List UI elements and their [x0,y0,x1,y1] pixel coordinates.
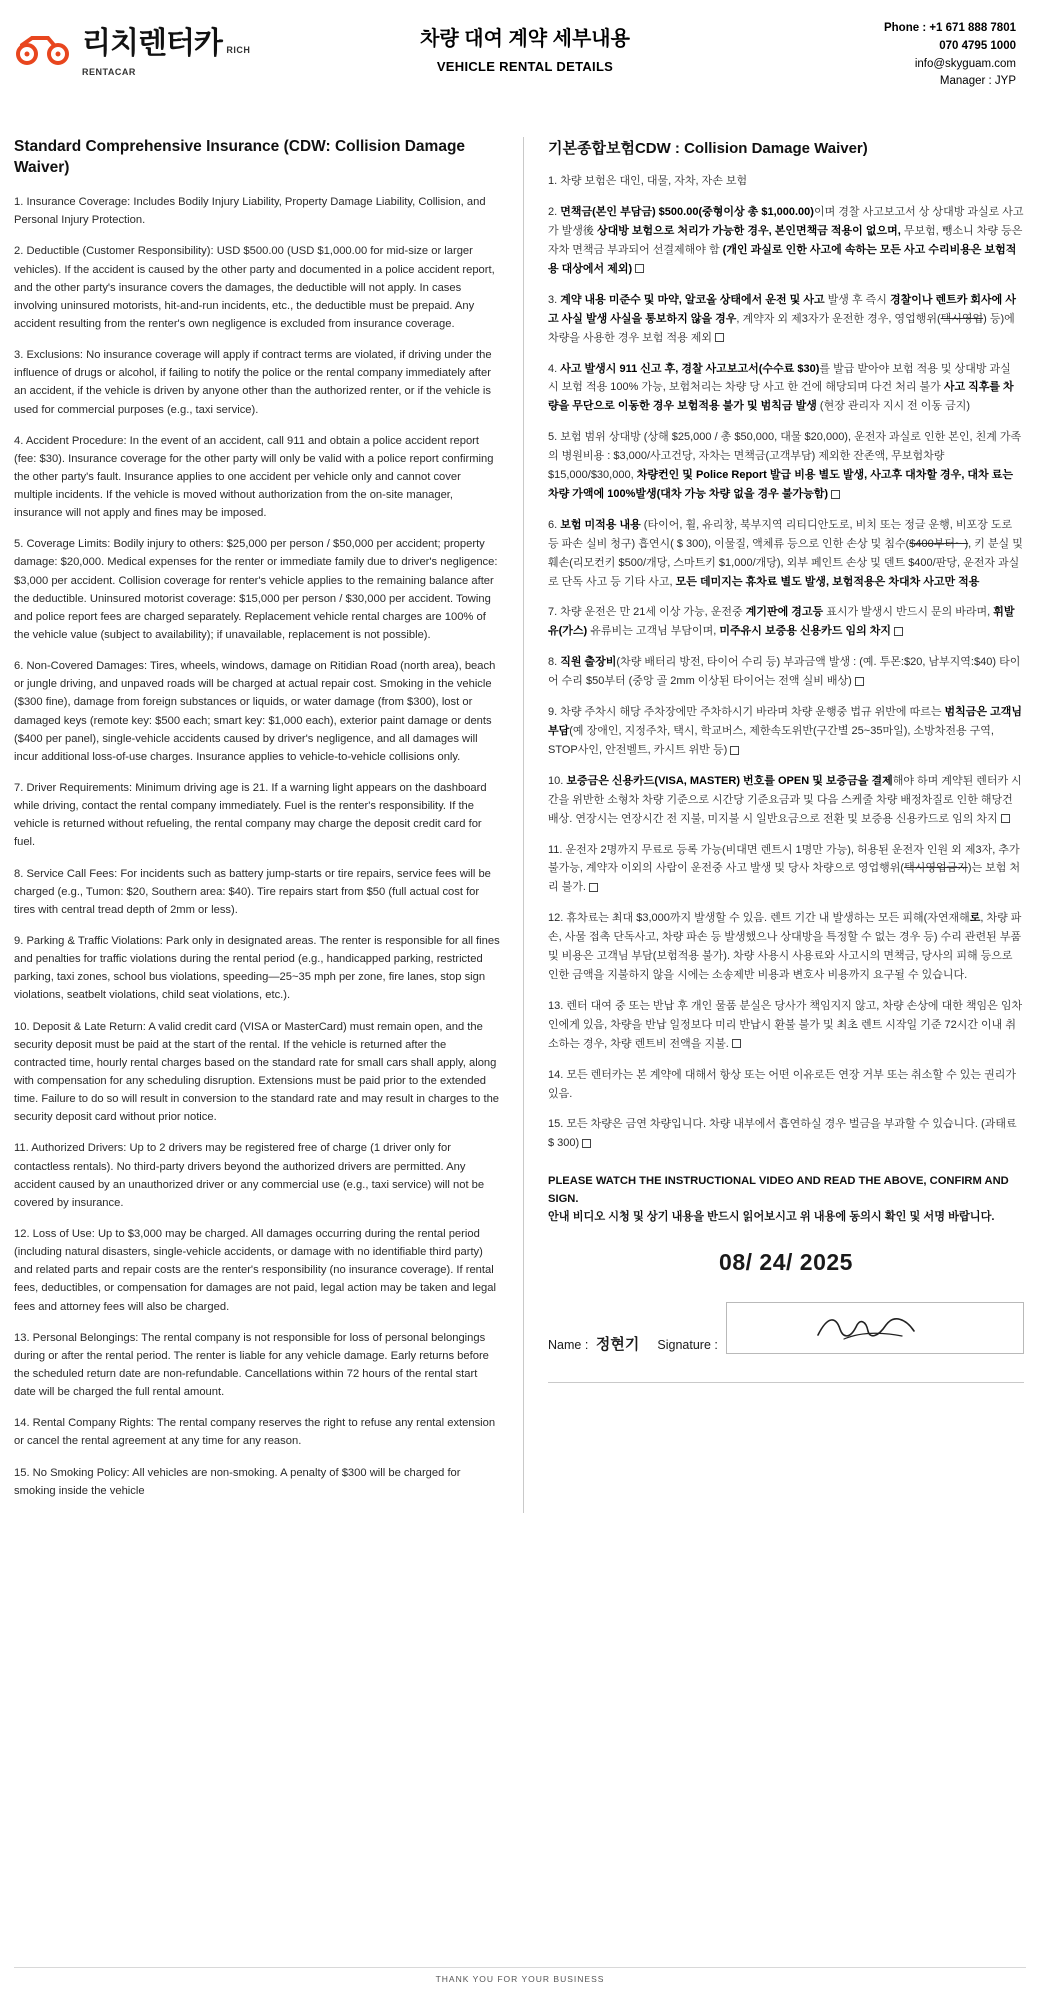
korean-terms-list [548,172,1024,1153]
signature-label: Signature : [657,1337,718,1352]
korean-term-item: 7. 차량 운전은 만 21세 이상 가능, 운전중 계기판에 경고등 표시가 발생시 반드시 문의 바라며, 휘발유(가스) 유류비는 고객님 부담이며, 미주유시 보증용 신용카드 임의 차지 [548,606,1015,638]
korean-term-item: 15. 모든 차량은 금연 차량입니다. 차량 내부에서 흡연하실 경우 벌금을 부과할 수 있습니다. (과태료 $ 300) [548,1118,1017,1150]
term-checkbox[interactable] [1001,814,1010,823]
term-checkbox[interactable] [732,1039,741,1048]
english-term-item: 7. Driver Requirements: Minimum driving age is 21. If a warning light appears on the dashboard while driving, contact the rental company immediately. Fuel is the renter's responsibility. If the vehicle is returned without refueling, the rental company may charge the deposit credit card for fuel. [14,782,487,849]
english-terms-column [14,137,524,1513]
term-checkbox[interactable] [715,333,724,342]
english-terms-list [14,193,501,1500]
korean-term-item: 9. 차량 주차시 해당 주차장에만 주차하시기 바라며 차량 운행중 법규 위반에 따르는 범칙금은 고객님 부담(예 장애인, 지정주차, 택시, 학교버스, 제한속도위반(구간별 25~35마일), 소방차전용 구역, STOP사인, 안전벨트, 카시트 위반 등) [548,706,1022,756]
english-term-item: 3. Exclusions: No insurance coverage will apply if contract terms are violated, if driving under the influence of drugs or alcohol, if failing to notify the police or the rental company immediately after an accident, if the vehicle is driven by anyone other than the authorized renter, or if the vehicle is used for commercial purposes (e.g., taxi service). [14,349,492,416]
korean-term-item: 4. 사고 발생시 911 신고 후, 경찰 사고보고서(수수료 $30)를 발급 받아야 보험 적용 및 상대방 과실 시 보험 적용 100% 가능, 보험처리는 차량 당 사고 한 건에 해당되며 다건 처리 불가 사고 직후를 차량을 무단으로 이동한 경우 보험적용 불가 및 범칙금 발생 (현장 관리자 지시 전 이동 금지) [548,362,1014,413]
term-checkbox[interactable] [582,1139,591,1148]
english-term-item: 13. Personal Belongings: The rental company is not responsible for loss of personal belongings during or after the rental period. The renter is liable for any vehicle damage. Early returns before the scheduled return date are non-refundable. Cancellations within 72 hours of the rental start date will be charged the full rental amount. [14,1331,489,1399]
term-checkbox[interactable] [589,883,598,892]
name-label: Name : [548,1337,589,1352]
page-title-korean: 차량 대여 계약 세부내용 [420,28,630,50]
english-term-item: 10. Deposit & Late Return: A valid credit card (VISA or MasterCard) must remain open, and the security deposit must be paid at the start of the rental. If the vehicle is returned after the contracted time, hourly rental charges based on the standard rate for small cars shall apply, along with compensation for any scheduling disruption. Extensions must be paid prior to the extended time. Failure to do so will result in conversion to the standard rate and may result in charges to the security deposit card without prior notice. [14,1020,500,1124]
korean-term-item: 3. 계약 내용 미준수 및 마약, 알코올 상태에서 운전 및 사고 발생 후 즉시 경찰이나 렌트카 회사에 사고 사실 발생 사실을 통보하지 않을 경우, 계약자 외 제3자가 운전한 경우, 영업행위(택시영업) 등)에 차량을 사용한 경우 보험 적용 제외 [548,293,1016,344]
logo-text-korean: 리치렌터카 [82,27,222,60]
korean-term-item: 1. 차량 보험은 대인, 대물, 자차, 자손 보험 [548,175,748,188]
contact-block [766,18,1016,91]
korean-term-item: 8. 직원 출장비(차량 배터리 방전, 타이어 수리 등) 부과금액 발생 : (예. 투몬:$20, 남부지역:$40) 타이어 수리 $50부터 (중앙 골 2mm 이상된 타이어는 전액 실비 배상) [548,656,1021,688]
korean-terms-column [524,137,1024,1513]
signature-divider [548,1382,1024,1383]
notice-english: PLEASE WATCH THE INSTRUCTIONAL VIDEO AND READ THE ABOVE, CONFIRM AND SIGN. [548,1175,1009,1206]
signature-field[interactable] [726,1302,1024,1354]
document-header [0,0,1040,91]
handwritten-signature-icon [810,1309,930,1349]
signature-block [657,1302,1024,1354]
english-term-item: 12. Loss of Use: Up to $3,000 may be charged. All damages occurring during the rental period (including natural disasters, single-vehicle accidents, or damage with no identifiable third party) and related parts and repair costs are the renter's responsibility (no insurance coverage). If rental fees, deductibles, or compensation for damages are not paid, legal action may be taken and legal fees and attorney fees will also be charged. [14,1227,496,1313]
term-checkbox[interactable] [635,264,644,273]
english-term-item: 9. Parking & Traffic Violations: Park only in designated areas. The renter is responsible for all fines and penalties for traffic violations during the rental period (e.g., handicapped parking, restricted parking, taxi zones, school bus violations, speeding—25~35 mph per zone, fire lanes, stop sign violations, seatbelt violations, child seat violations, etc.). [14,935,500,1002]
english-term-item: 6. Non-Covered Damages: Tires, wheels, windows, damage on Ritidian Road (north area), beach or jungle driving, and unpaved roads will be charged at actual repair cost. Smoking in the vehicle ($300 fine), damage from foreign substances or liquids, or water damage (from $300), lost or damaged keys (remote key: $500 each; smart key: $1,000 each), exterior paint damage or dents ($400 per panel), single-vehicle accidents caused by driver's negligence, and all damages will incur additional loss-of-use charges. Insurance applies to vehicle-to-vehicle collisions only. [14,660,496,763]
english-term-item: 8. Service Call Fees: For incidents such as battery jump-starts or tire repairs, service fees will be charged (e.g., Tumon: $20, Southern area: $40). Tire repairs start from $50 (full actual cost for tires with central tread depth of 2mm or less). [14,867,491,916]
english-term-item: 4. Accident Procedure: In the event of an accident, call 911 and obtain a police accident report (fee: $30). Insurance coverage for the other party will only be valid with a police report confirming the other party's fault. Insurance applies to one accident per vehicle only and cannot cover multiple incidents. If the vehicle is moved without authorization from the on-site manager, insurance will not apply and fines may be imposed. [14,434,494,520]
signature-row [548,1302,1024,1364]
korean-term-item: 2. 면책금(본인 부담금) $500.00(중형이상 총 $1,000.00)이며 경찰 사고보고서 상 상대방 과실로 사고가 발생後 상대방 보험으로 처리가 가능한 경우, 본인면책금 적용이 없으며, 무보험, 뺑소니 차량 등은 자차 면책금 부과되어 선결제해야 함 (개인 과실로 인한 사고에 속하는 모든 사고 수리비용은 보험적용 대상에서 제외) [548,206,1024,275]
term-checkbox[interactable] [730,746,739,755]
contact-email: info@skyguam.com [914,57,1016,70]
korean-term-item: 10. 보증금은 신용카드(VISA, MASTER) 번호를 OPEN 및 보증금을 결제해야 하며 계약된 렌터카 시간을 위반한 소형차 차량 기준으로 시간당 기준요금과 및 다음 스케줄 차량 배정차질로 인한 해당건 배상. 연장시는 연장시간 전 지불, 미지불 시 일반요금으로 전환 및 보증용 신용카드로 임의 차지 [548,774,1022,825]
korean-term-item: 12. 휴차료는 최대 $3,000까지 발생할 수 있음. 렌트 기간 내 발생하는 모든 피해(자연재해로, 차량 파손, 사물 접촉 단독사고, 차량 파손 등 발생했으나 상대방을 특정할 수 없는 경우 등) 수리 관련된 부품 및 비용은 고객님 부담(보험적용 불가). 차량 사용시 사용료와 사고시의 면책금, 당사의 피해 등으로 인한 금액을 지불하지 않을 시에는 소송제반 비용과 변호사 비용까지 요구될 수 있습니다. [548,912,1022,981]
company-logo [14,18,284,80]
korean-term-item: 13. 렌터 대여 중 또는 반납 후 개인 물품 분실은 당사가 책임지지 않고, 차량 손상에 대한 책임은 임차인에게 있음, 차량을 반납 일정보다 미리 반납시 환불 불가 및 최초 렌트 시작일 기준 72시간 이내 취소하는 경우, 차량 렌트비 전액을 지불. [548,999,1023,1050]
english-term-item: 1. Insurance Coverage: Includes Bodily Injury Liability, Property Damage Liability, Collision, and Personal Injury Protection. [14,196,486,227]
korean-term-item: 11. 운전자 2명까지 무료로 등록 가능(비대면 렌트시 1명만 가능), 허용된 운전자 인원 외 제3자, 추가 불가능, 계약자 이외의 사람이 운전중 사고 발생 및 당사 차량으로 영업행위(택시영업금지)는 보험 처리 불가. [548,843,1021,894]
korean-section-title: 기본종합보험CDW : Collision Damage Waiver) [548,140,868,158]
page-title-english: VEHICLE RENTAL DETAILS [436,59,614,74]
english-term-item: 11. Authorized Drivers: Up to 2 drivers may be registered free of charge (1 driver only for contactless rentals). No third-party drivers beyond the authorized drivers are permitted. Any accident caused by an unauthorized driver or any commercial use (e.g., taxi service) will not be covered by insurance. [14,1142,485,1209]
notice-korean: 안내 비디오 시청 및 상기 내용을 반드시 읽어보시고 위 내용에 동의시 확인 및 서명 바랍니다. [548,1211,995,1224]
english-term-item: 14. Rental Company Rights: The rental company reserves the right to refuse any rental extension or cancel the rental agreement at any time for any reason. [14,1417,496,1448]
english-section-title: Standard Comprehensive Insurance (CDW: Collision Damage Waiver) [14,138,466,177]
english-term-item: 15. No Smoking Policy: All vehicles are non-smoking. A penalty of $300 will be charged for smoking inside the vehicle [14,1466,461,1497]
name-value: 정현기 [595,1335,640,1353]
signature-notice [548,1173,1024,1227]
term-checkbox[interactable] [831,490,840,499]
page-footer: THANK YOU FOR YOUR BUSINESS [14,1967,1026,1984]
term-checkbox[interactable] [894,627,903,636]
contact-phone-2: 070 4795 1000 [939,39,1016,52]
english-term-item: 2. Deductible (Customer Responsibility): USD $500.00 (USD $1,000.00 for mid-size or larger vehicles). If the accident is caused by the other party and documented in a police accident report, and the other party's insurance covers the damages, the deductible will not apply. In cases involving uninsured motorists, hit-and-run incidents, etc., the deductible must be prepaid. Any accident resulting from the renter's own negligence is excluded from insurance coverage. [14,245,495,330]
document-title-block [284,18,766,74]
contract-date: 08/ 24/ 2025 [719,1248,853,1275]
term-checkbox[interactable] [855,677,864,686]
korean-term-item: 5. 보험 범위 상대방 (상해 $25,000 / 총 $50,000, 대물 $20,000), 운전자 과실로 인한 본인, 친계 가족의 병원비용 : $3,000/사고건당, 자차는 면책금(고객부담) 제외한 잔존액, 무보험차량 $15,000/$30,000, 차량컨인 및 Police Report 발급 비용 별도 발생, 사고후 대차할 경우, 대차 료는 차량 가액에 100%발생(대차 가능 차량 없을 경우 불가능함) [548,431,1022,500]
logo-text-english: RICH RENTACAR [82,45,251,77]
contact-manager: Manager : JYP [939,75,1016,88]
english-term-item: 5. Coverage Limits: Bodily injury to others: $25,000 per person / $50,000 per accident; property damage: $20,000. Medical expenses for the renter or immediate family due to driver's negligence: $3,000 per accident. Collision coverage for renter's vehicle applies to the remaining balance after the deductible. Uninsured motorist coverage: $15,000 per person / $30,000 per accident. Towing and police report fees are charged separately. Replacement vehicle rental charges are 100% of the vehicle value (subject to availability); if unavailable, replacement is not possible). [14,538,498,642]
korean-term-item: 14. 모든 렌터카는 본 계약에 대해서 항상 또는 어떤 이유로든 연장 거부 또는 취소할 수 있는 권리가 있음. [548,1068,1016,1100]
content-columns [0,91,1040,1513]
contact-phone-1: Phone : +1 671 888 7801 [883,22,1016,34]
korean-term-item: 6. 보험 미적용 내용 (타이어, 휠, 유리창, 북부지역 리티디안도로, 비치 또는 정글 운행, 비포장 도로 등 파손 실비 청구) 흡연시( $ 300), 이물질, 액체류 등으로 인한 손상 및 침수($400부터~ ), 키 분실 및 훼손(리모컨키 $500/개당, 스마트키 $1,000/개당), 외부 페인트 손상 및 덴트 $400/판당, 운전자 과실로 단독 사고 등 기타 사고, 모든 데미지는 휴차료 별도 발생, 보험적용은 차대차 사고만 적용 [548,518,1023,588]
rich-rentacar-logo-icon [14,32,76,66]
customer-name-block [548,1333,639,1354]
